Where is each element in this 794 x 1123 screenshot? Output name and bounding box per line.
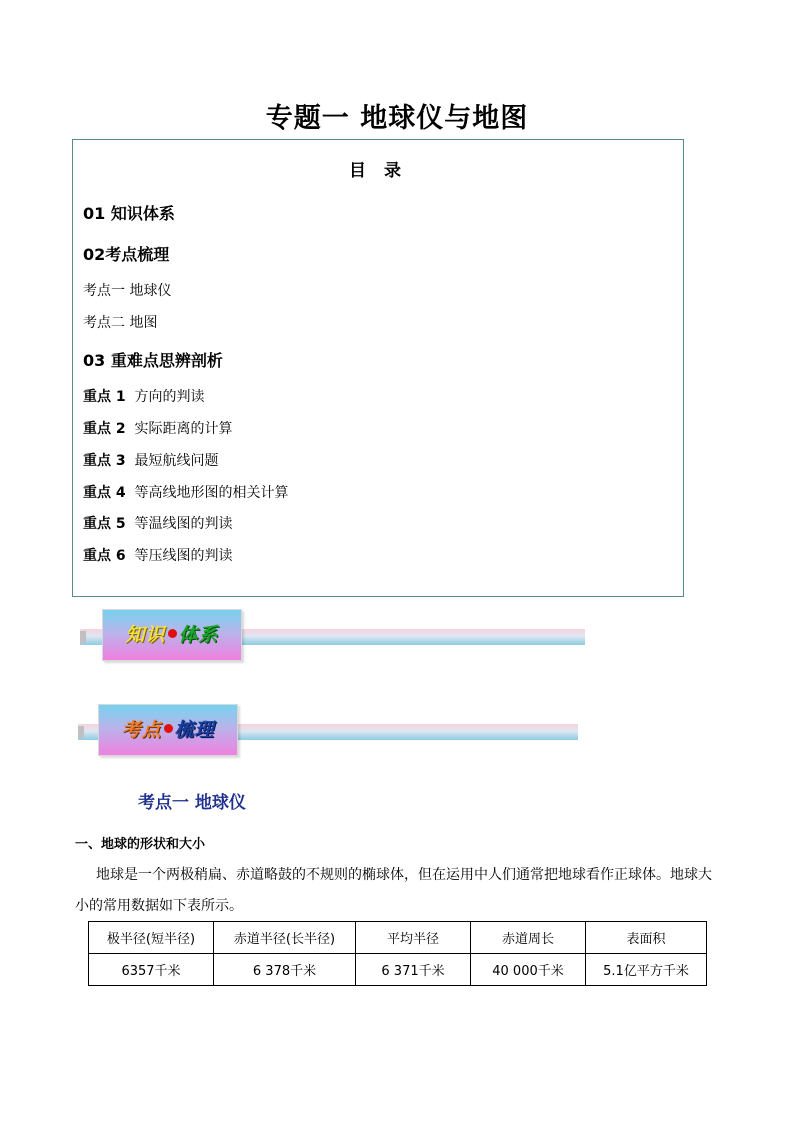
keypoint-text: 最短航线问题 (134, 453, 219, 469)
banner-plate (98, 704, 238, 756)
table-header-cell: 赤道周长 (471, 922, 586, 954)
banner-word-2: 体系 (178, 624, 219, 646)
section-heading: 一、地球的形状和大小 (75, 837, 206, 852)
earth-size-table (88, 921, 707, 986)
toc-heading: 目 录 (349, 161, 407, 181)
toc-item-map[interactable]: 考点二 地图 (83, 315, 158, 331)
body-paragraph: 地球是一个两极稍扁、赤道略鼓的不规则的椭球体，但在运用中人们通常把地球看作正球体。地球大小的常用数据如下表所示。 (75, 867, 712, 914)
red-dot-icon (168, 629, 177, 638)
table-cell: 5.1亿平方千米 (586, 954, 707, 986)
banner-bar-cap (78, 726, 84, 738)
banner-knowledge-system (80, 607, 590, 663)
keypoint-number: 重点 3 (83, 453, 126, 469)
keypoint-text: 等高线地形图的相关计算 (134, 485, 289, 501)
toc-section-points[interactable]: 02考点梳理 (83, 245, 170, 264)
keypoint-number: 重点 4 (83, 485, 126, 501)
table-of-contents (72, 139, 684, 597)
table-header-cell: 平均半径 (356, 922, 471, 954)
toc-item-globe[interactable]: 考点一 地球仪 (83, 283, 172, 299)
table-header-cell: 赤道半径(长半径) (214, 922, 356, 954)
table-cell: 6357千米 (89, 954, 214, 986)
toc-keypoint-5[interactable] (83, 513, 233, 533)
table-header-row (89, 922, 707, 954)
table-cell: 6 378千米 (214, 954, 356, 986)
keypoint-text: 实际距离的计算 (134, 421, 233, 437)
banner-plate (102, 609, 242, 661)
toc-section-analysis[interactable]: 03 重难点思辨剖析 (83, 351, 223, 370)
toc-keypoint-2[interactable] (83, 418, 233, 438)
banner-bar-cap (80, 631, 86, 643)
banner-exam-points (78, 703, 583, 759)
table-header-cell: 表面积 (586, 922, 707, 954)
keypoint-text: 方向的判读 (134, 389, 205, 405)
toc-keypoint-3[interactable] (83, 450, 219, 470)
toc-section-knowledge[interactable]: 01 知识体系 (83, 204, 175, 223)
banner-word-1: 考点 (121, 719, 162, 741)
toc-keypoint-1[interactable] (83, 386, 205, 406)
kaodian-heading: 考点一 地球仪 (138, 793, 246, 813)
red-dot-icon (164, 724, 173, 733)
table-cell: 40 000千米 (471, 954, 586, 986)
keypoint-text: 等压线图的判读 (134, 548, 233, 564)
table-row (89, 954, 707, 986)
keypoint-number: 重点 2 (83, 421, 126, 437)
toc-keypoint-4[interactable] (83, 482, 289, 502)
toc-keypoint-6[interactable] (83, 545, 233, 565)
keypoint-number: 重点 5 (83, 516, 126, 532)
table-cell: 6 371千米 (356, 954, 471, 986)
banner-word-1: 知识 (125, 624, 166, 646)
table-header-cell: 极半径(短半径) (89, 922, 214, 954)
keypoint-text: 等温线图的判读 (134, 516, 233, 532)
document-title: 专题一 地球仪与地图 (265, 103, 529, 134)
keypoint-number: 重点 1 (83, 389, 126, 405)
banner-word-2: 梳理 (174, 719, 215, 741)
keypoint-number: 重点 6 (83, 548, 126, 564)
